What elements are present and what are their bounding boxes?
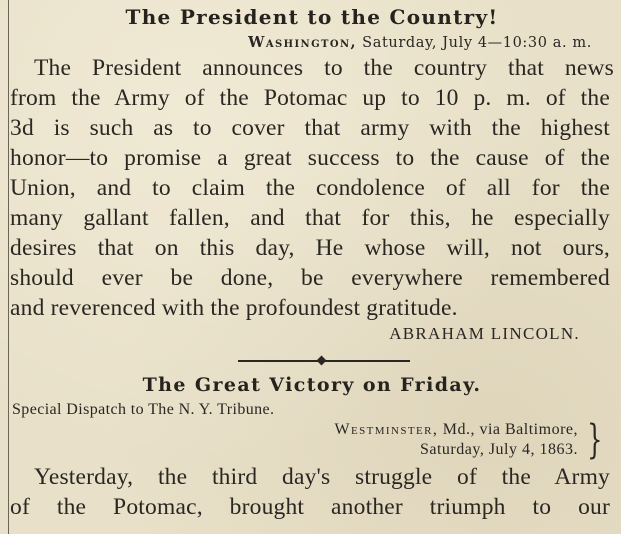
body-line: and reverenced with the profoundest gratitude. <box>10 295 458 321</box>
body-line: honor—to promise a great success to the cause of the <box>10 145 610 171</box>
column-rule <box>8 0 9 534</box>
body-line: from the Army of the Potomac up to 10 p. m. of the <box>10 85 610 111</box>
dateline-time: Saturday, July 4—10:30 a. m. <box>362 35 592 51</box>
body-line: The President announces to the country that news <box>34 55 614 81</box>
signature: ABRAHAM LINCOLN. <box>389 324 580 343</box>
dateline <box>10 421 578 439</box>
body-line: of the Potomac, brought another triumph to our <box>10 494 610 520</box>
brace-ornament: } <box>587 417 603 463</box>
body-line: Union, and to claim the condolence of all for the <box>10 175 610 201</box>
section-divider <box>238 357 410 364</box>
dateline-route: Md., via Baltimore, <box>442 421 578 438</box>
dateline-place: Washington, <box>248 34 357 51</box>
body-line: 3d is such as to cover that army with the highest <box>10 115 610 141</box>
article-headline: The President to the Country! <box>125 5 499 29</box>
body-line: Yesterday, the third day's struggle of the Army <box>34 464 610 490</box>
body-line: many gallant fallen, and that for this, he especially <box>10 205 610 231</box>
dateline <box>10 34 592 51</box>
special-dispatch-line: Special Dispatch to The N. Y. Tribune. <box>12 401 275 418</box>
body-line: desires that on this day, He whose will, not ours, <box>10 235 610 261</box>
body-line: should ever be done, be everywhere remembered <box>10 265 610 291</box>
dateline-place: Westminster, <box>334 421 439 438</box>
divider-ornament <box>317 356 327 366</box>
dateline-date: Saturday, July 4, 1863. <box>419 441 578 458</box>
article-headline: The Great Victory on Friday. <box>142 374 482 396</box>
